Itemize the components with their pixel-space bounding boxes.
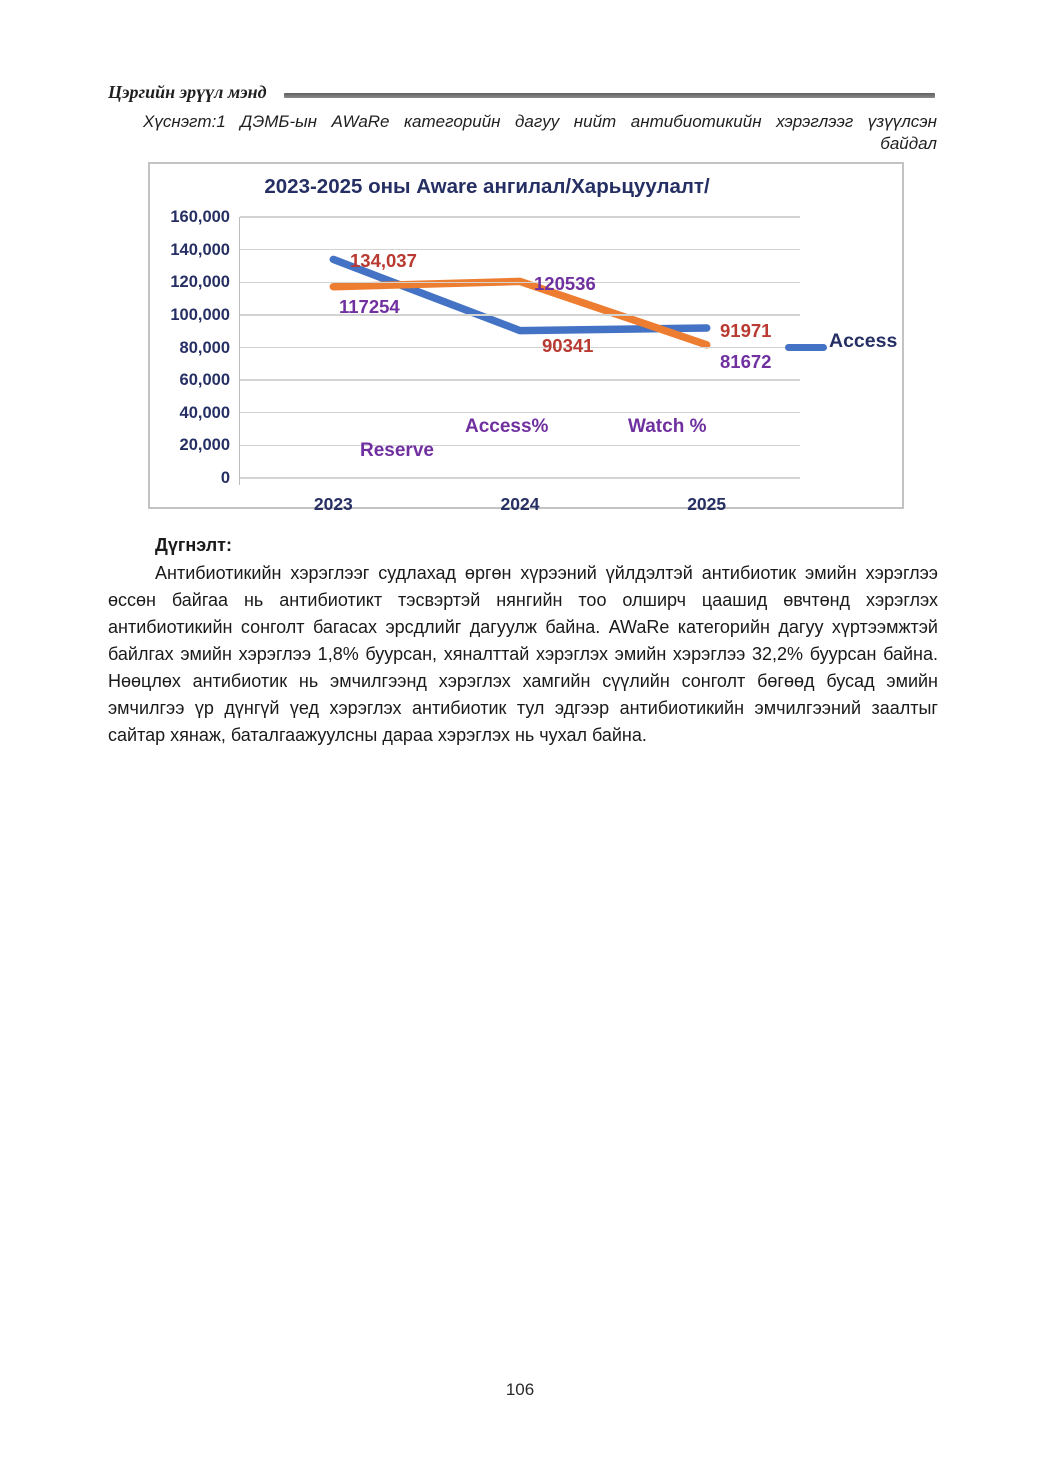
gridline [240, 314, 800, 315]
y-tick-label: 80,000 [179, 338, 230, 357]
gridline [240, 412, 800, 413]
line-chart [148, 162, 904, 514]
x-tick-label: 2025 [687, 494, 727, 514]
y-tick-label: 160,000 [170, 208, 230, 226]
conclusion-heading: Дүгнэлт: [155, 535, 232, 555]
y-tick-label: 60,000 [179, 371, 230, 390]
data-label-watch-2025: 81672 [720, 351, 772, 372]
x-axis-labels [240, 494, 800, 518]
journal-name: Цэргийн эрүүл мэнд [108, 82, 267, 102]
conclusion-paragraph: Антибиотикийн хэрэглээг судлахад өргөн хүрээний үйлдэлтэй антибиотик эмийн хэрэглээ өссөн байгаа нь антибиотикт тэсвэртэй нянгийн тоо олширч цаашид өвчтөнд хэрэглэх антибиотикийн сонголт багасах эрсдлийг дагуулж байна. AWaRe категорийн дагуу хүртээмжтэй байлгах эмийн хэрэглээ 1,8% буурсан, хяналттай хэрэглэх эмийн хэрэглээ 32,2% буурсан байна. Нөөцлөх антибиотик нь эмчилгээнд хэрэглэх хамгийн сүүлийн сонголт бөгөөд бусад эмийн эмчилгээ үр дүнгүй үед хэрэглэх антибиотик тул эдгээр антибиотикийн эмчилгээний заалтыг сайтар хянаж, баталгаажуулсны дараа хэрэглэх нь чухал байна. [108, 563, 938, 745]
figure-caption-line2: байдал [880, 134, 937, 153]
gridline [240, 477, 800, 478]
plot-area [240, 217, 800, 478]
y-axis-labels [150, 208, 230, 487]
legend-entry-access: Access [829, 330, 898, 352]
journal-header [108, 82, 938, 104]
data-label-watch-2024: 120536 [534, 273, 596, 294]
annotation-watch-pct: Watch % [628, 416, 707, 437]
annotation-access-pct: Access% [465, 416, 549, 437]
data-label-access-2024: 90341 [542, 335, 594, 356]
y-tick-label: 140,000 [170, 240, 230, 259]
data-label-access-2023: 134,037 [350, 250, 417, 271]
figure-caption-line1: Хүснэгт:1 ДЭМБ-ын AWaRe категорийн дагуу нийт антибиотикийн хэрэглээг үзүүлсэн [143, 112, 937, 131]
y-tick-label: 100,000 [170, 305, 230, 324]
y-tick-label: 0 [220, 469, 230, 487]
chart-legend [785, 330, 905, 358]
data-label-access-2025: 91971 [720, 320, 772, 341]
annotation-reserve: Reserve [360, 440, 434, 461]
y-axis-line [239, 217, 240, 485]
gridline [240, 347, 800, 348]
chart-title: 2023-2025 оны Aware ангилал/Харьцуулалт/ [264, 175, 710, 198]
y-tick-label: 20,000 [179, 436, 230, 455]
data-label-watch-2023: 117254 [339, 296, 400, 317]
header-rule [284, 93, 935, 98]
x-tick-label: 2023 [313, 494, 353, 514]
gridline [240, 445, 800, 446]
x-tick-label: 2024 [500, 494, 540, 514]
page-number: 106 [505, 1380, 535, 1399]
y-tick-label: 40,000 [179, 403, 230, 422]
gridline [240, 282, 800, 283]
gridline [240, 379, 800, 380]
legend-line-marker [785, 344, 827, 351]
y-tick-label: 120,000 [170, 273, 230, 292]
gridline [240, 216, 800, 217]
gridline [240, 249, 800, 250]
figure-caption [143, 111, 937, 155]
